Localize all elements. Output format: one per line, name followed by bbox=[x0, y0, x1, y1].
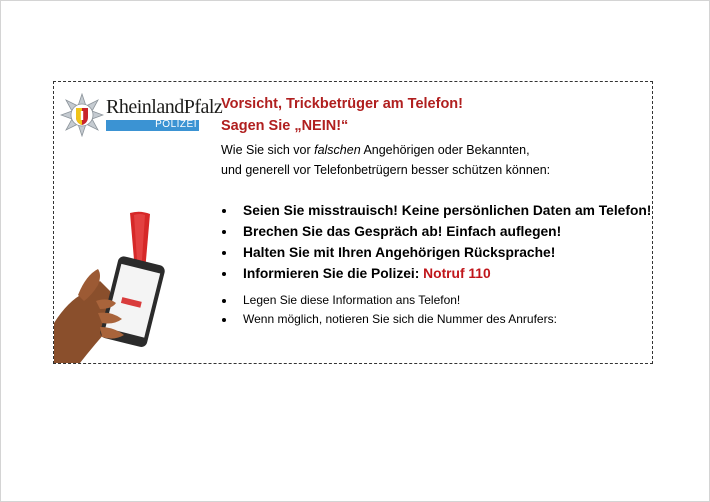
extra-advice-item: Legen Sie diese Information ans Telefon! bbox=[221, 291, 557, 310]
say-no-heading: Sagen Sie „NEIN!“ bbox=[221, 118, 349, 134]
police-advice-item: Informieren Sie die Polizei: Notruf 110 bbox=[221, 263, 651, 284]
falschen-emphasis: falschen bbox=[314, 143, 361, 157]
hand-phone-warning-icon bbox=[54, 205, 174, 363]
police-star-icon bbox=[60, 93, 104, 137]
extra-advice-list bbox=[221, 291, 557, 329]
main-advice-item: Halten Sie mit Ihren Angehörigen Rücksprache! bbox=[221, 242, 651, 263]
extra-advice-item: Wenn möglich, notieren Sie sich die Nummer des Anrufers: bbox=[221, 310, 557, 329]
warning-heading: Vorsicht, Trickbetrüger am Telefon! bbox=[221, 96, 463, 112]
emergency-number: Notruf 110 bbox=[423, 266, 491, 281]
main-advice-list bbox=[221, 200, 651, 284]
polizei-band bbox=[106, 120, 199, 131]
polizei-label: POLIZEI bbox=[155, 119, 197, 130]
police-logo bbox=[60, 93, 223, 137]
intro-line-2: und generell vor Telefonbetrügern besser schützen können: bbox=[221, 163, 551, 177]
main-advice-item: Seien Sie misstrauisch! Keine persönlichen Daten am Telefon! bbox=[221, 200, 651, 221]
intro-line-1: Wie Sie sich vor falschen Angehörigen oder Bekannten, bbox=[221, 143, 530, 157]
state-wordmark: RheinlandPfalz bbox=[106, 96, 223, 118]
main-advice-item: Brechen Sie das Gespräch ab! Einfach auflegen! bbox=[221, 221, 651, 242]
